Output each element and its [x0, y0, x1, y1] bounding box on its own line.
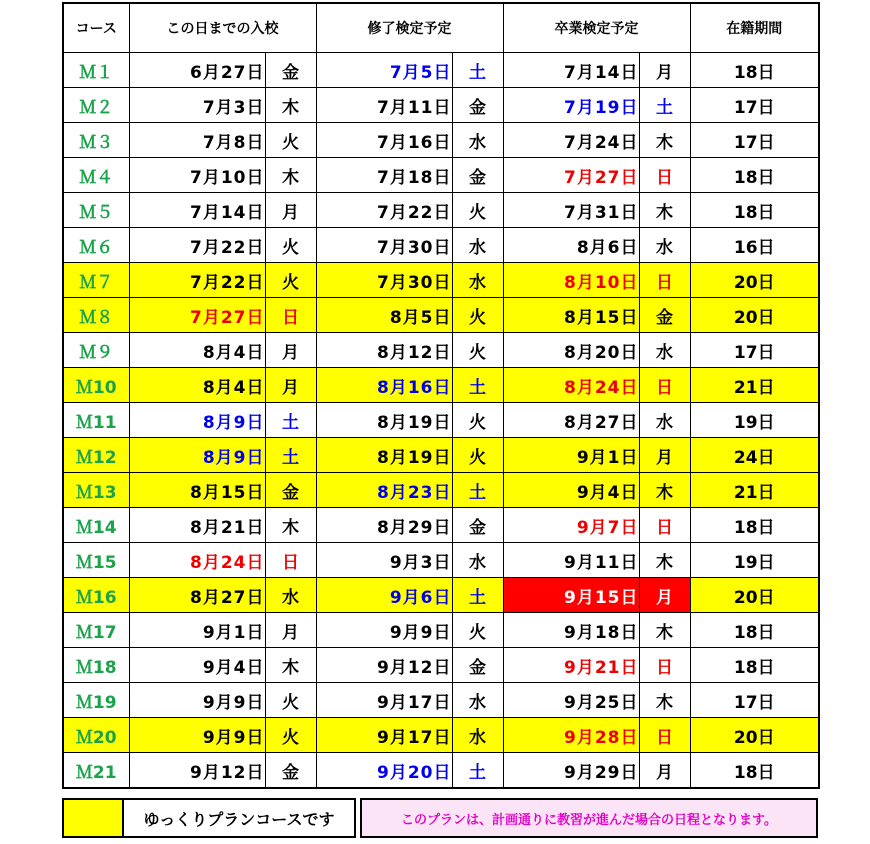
- entry-date-cell: 9月9日: [129, 718, 265, 753]
- legend-note: このプランは、計画通りに教習が進んだ場合の日程となります。: [360, 798, 818, 838]
- course-cell: Ｍ11: [63, 403, 129, 438]
- exam-weekday-cell: 水: [452, 263, 503, 298]
- course-cell: Ｍ９: [63, 333, 129, 368]
- exam-date-cell: 7月5日: [316, 53, 452, 88]
- exam-date-cell: 9月9日: [316, 613, 452, 648]
- duration-cell: 24日: [690, 438, 819, 473]
- grad-date-cell: 8月24日: [503, 368, 639, 403]
- duration-cell: 21日: [690, 473, 819, 508]
- exam-weekday-cell: 水: [452, 543, 503, 578]
- duration-cell: 20日: [690, 578, 819, 613]
- entry-weekday-cell: 木: [265, 508, 316, 543]
- exam-date-cell: 8月5日: [316, 298, 452, 333]
- entry-date-cell: 8月21日: [129, 508, 265, 543]
- course-cell: Ｍ４: [63, 158, 129, 193]
- entry-date-cell: 8月4日: [129, 333, 265, 368]
- grad-date-cell: 9月25日: [503, 683, 639, 718]
- exam-date-cell: 9月12日: [316, 648, 452, 683]
- grad-weekday-cell: 木: [639, 123, 690, 158]
- entry-date-cell: 8月24日: [129, 543, 265, 578]
- header-duration: 在籍期間: [690, 3, 819, 53]
- duration-cell: 18日: [690, 508, 819, 543]
- course-cell: Ｍ14: [63, 508, 129, 543]
- exam-weekday-cell: 土: [452, 473, 503, 508]
- course-cell: Ｍ10: [63, 368, 129, 403]
- exam-date-cell: 9月6日: [316, 578, 452, 613]
- grad-weekday-cell: 月: [639, 753, 690, 789]
- table-row: [63, 88, 819, 123]
- entry-date-cell: 7月8日: [129, 123, 265, 158]
- entry-date-cell: 7月10日: [129, 158, 265, 193]
- grad-date-cell: 9月21日: [503, 648, 639, 683]
- course-cell: Ｍ２: [63, 88, 129, 123]
- grad-weekday-cell: 金: [639, 298, 690, 333]
- table-row: [63, 543, 819, 578]
- table-row: [63, 753, 819, 789]
- course-cell: Ｍ13: [63, 473, 129, 508]
- course-cell: Ｍ６: [63, 228, 129, 263]
- entry-weekday-cell: 土: [265, 403, 316, 438]
- exam-weekday-cell: 金: [452, 508, 503, 543]
- schedule-table: [62, 2, 820, 789]
- exam-date-cell: 7月22日: [316, 193, 452, 228]
- grad-weekday-cell: 日: [639, 648, 690, 683]
- table-row: [63, 613, 819, 648]
- grad-date-cell: 9月29日: [503, 753, 639, 789]
- legend-swatch: [62, 798, 124, 838]
- grad-weekday-cell: 月: [639, 53, 690, 88]
- grad-date-cell: 9月11日: [503, 543, 639, 578]
- table-row: [63, 158, 819, 193]
- entry-date-cell: 9月4日: [129, 648, 265, 683]
- duration-cell: 17日: [690, 683, 819, 718]
- grad-weekday-cell: 日: [639, 508, 690, 543]
- exam-weekday-cell: 金: [452, 88, 503, 123]
- entry-date-cell: 6月27日: [129, 53, 265, 88]
- table-row: [63, 683, 819, 718]
- table-row: [63, 508, 819, 543]
- course-cell: Ｍ７: [63, 263, 129, 298]
- grad-weekday-cell: 日: [639, 158, 690, 193]
- table-row: [63, 578, 819, 613]
- exam-date-cell: 8月23日: [316, 473, 452, 508]
- exam-date-cell: 7月30日: [316, 263, 452, 298]
- exam-weekday-cell: 水: [452, 228, 503, 263]
- table-row: [63, 53, 819, 88]
- grad-date-cell: 7月24日: [503, 123, 639, 158]
- exam-weekday-cell: 金: [452, 158, 503, 193]
- grad-date-cell: 8月20日: [503, 333, 639, 368]
- exam-date-cell: 8月19日: [316, 403, 452, 438]
- grad-weekday-cell: 日: [639, 718, 690, 753]
- grad-weekday-cell: 木: [639, 613, 690, 648]
- grad-weekday-cell: 水: [639, 403, 690, 438]
- table-row: [63, 368, 819, 403]
- entry-weekday-cell: 木: [265, 88, 316, 123]
- entry-weekday-cell: 火: [265, 263, 316, 298]
- grad-weekday-cell: 木: [639, 543, 690, 578]
- duration-cell: 20日: [690, 718, 819, 753]
- entry-weekday-cell: 金: [265, 53, 316, 88]
- header-completion-exam: 修了検定予定: [316, 3, 503, 53]
- table-row: [63, 718, 819, 753]
- duration-cell: 21日: [690, 368, 819, 403]
- grad-date-cell: 8月15日: [503, 298, 639, 333]
- grad-weekday-cell: 月: [639, 438, 690, 473]
- entry-weekday-cell: 日: [265, 543, 316, 578]
- duration-cell: 19日: [690, 543, 819, 578]
- exam-weekday-cell: 土: [452, 53, 503, 88]
- exam-date-cell: 8月16日: [316, 368, 452, 403]
- exam-weekday-cell: 水: [452, 718, 503, 753]
- entry-weekday-cell: 水: [265, 578, 316, 613]
- duration-cell: 17日: [690, 123, 819, 158]
- grad-date-cell: 7月27日: [503, 158, 639, 193]
- exam-weekday-cell: 金: [452, 648, 503, 683]
- exam-date-cell: 8月12日: [316, 333, 452, 368]
- course-cell: Ｍ３: [63, 123, 129, 158]
- exam-date-cell: 7月16日: [316, 123, 452, 158]
- exam-weekday-cell: 火: [452, 613, 503, 648]
- duration-cell: 20日: [690, 298, 819, 333]
- course-cell: Ｍ17: [63, 613, 129, 648]
- exam-date-cell: 9月17日: [316, 683, 452, 718]
- table-row: [63, 333, 819, 368]
- table-row: [63, 263, 819, 298]
- course-cell: Ｍ18: [63, 648, 129, 683]
- duration-cell: 16日: [690, 228, 819, 263]
- header-course: コース: [63, 3, 129, 53]
- grad-date-cell: 9月18日: [503, 613, 639, 648]
- entry-weekday-cell: 月: [265, 333, 316, 368]
- exam-date-cell: 7月30日: [316, 228, 452, 263]
- course-cell: Ｍ１: [63, 53, 129, 88]
- grad-weekday-cell: 月: [639, 578, 690, 613]
- entry-weekday-cell: 火: [265, 718, 316, 753]
- exam-date-cell: 7月18日: [316, 158, 452, 193]
- header-entry: この日までの入校: [129, 3, 316, 53]
- entry-date-cell: 7月3日: [129, 88, 265, 123]
- exam-date-cell: 8月19日: [316, 438, 452, 473]
- course-cell: Ｍ12: [63, 438, 129, 473]
- exam-weekday-cell: 火: [452, 333, 503, 368]
- entry-weekday-cell: 木: [265, 648, 316, 683]
- grad-weekday-cell: 水: [639, 228, 690, 263]
- table-row: [63, 228, 819, 263]
- table-row: [63, 438, 819, 473]
- grad-weekday-cell: 木: [639, 473, 690, 508]
- grad-date-cell: 9月28日: [503, 718, 639, 753]
- entry-date-cell: 8月4日: [129, 368, 265, 403]
- grad-date-cell: 8月10日: [503, 263, 639, 298]
- entry-date-cell: 8月9日: [129, 403, 265, 438]
- duration-cell: 19日: [690, 403, 819, 438]
- entry-date-cell: 8月9日: [129, 438, 265, 473]
- entry-weekday-cell: 金: [265, 753, 316, 789]
- exam-weekday-cell: 水: [452, 123, 503, 158]
- course-cell: Ｍ20: [63, 718, 129, 753]
- entry-date-cell: 7月14日: [129, 193, 265, 228]
- legend: [62, 798, 818, 838]
- duration-cell: 18日: [690, 613, 819, 648]
- exam-date-cell: 9月20日: [316, 753, 452, 789]
- entry-weekday-cell: 火: [265, 123, 316, 158]
- entry-date-cell: 7月22日: [129, 228, 265, 263]
- duration-cell: 17日: [690, 333, 819, 368]
- exam-date-cell: 7月11日: [316, 88, 452, 123]
- entry-date-cell: 7月27日: [129, 298, 265, 333]
- course-cell: Ｍ21: [63, 753, 129, 789]
- exam-weekday-cell: 火: [452, 193, 503, 228]
- table-row: [63, 473, 819, 508]
- duration-cell: 20日: [690, 263, 819, 298]
- duration-cell: 18日: [690, 193, 819, 228]
- grad-weekday-cell: 水: [639, 333, 690, 368]
- duration-cell: 18日: [690, 753, 819, 789]
- grad-date-cell: 9月15日: [503, 578, 639, 613]
- exam-weekday-cell: 火: [452, 403, 503, 438]
- grad-date-cell: 7月14日: [503, 53, 639, 88]
- exam-weekday-cell: 土: [452, 753, 503, 789]
- entry-weekday-cell: 火: [265, 683, 316, 718]
- grad-date-cell: 9月4日: [503, 473, 639, 508]
- table-row: [63, 123, 819, 158]
- course-cell: Ｍ15: [63, 543, 129, 578]
- table-row: [63, 648, 819, 683]
- course-cell: Ｍ16: [63, 578, 129, 613]
- entry-date-cell: 8月15日: [129, 473, 265, 508]
- exam-weekday-cell: 火: [452, 298, 503, 333]
- exam-weekday-cell: 土: [452, 368, 503, 403]
- table-row: [63, 193, 819, 228]
- grad-weekday-cell: 土: [639, 88, 690, 123]
- grad-weekday-cell: 日: [639, 263, 690, 298]
- entry-weekday-cell: 木: [265, 158, 316, 193]
- grad-weekday-cell: 木: [639, 683, 690, 718]
- exam-date-cell: 8月29日: [316, 508, 452, 543]
- grad-date-cell: 9月1日: [503, 438, 639, 473]
- grad-date-cell: 7月19日: [503, 88, 639, 123]
- grad-date-cell: 8月27日: [503, 403, 639, 438]
- exam-weekday-cell: 土: [452, 578, 503, 613]
- exam-date-cell: 9月3日: [316, 543, 452, 578]
- entry-date-cell: 9月12日: [129, 753, 265, 789]
- grad-weekday-cell: 日: [639, 368, 690, 403]
- entry-date-cell: 8月27日: [129, 578, 265, 613]
- header-graduation-exam: 卒業検定予定: [503, 3, 690, 53]
- legend-label: ゆっくりプランコースです: [124, 798, 356, 838]
- grad-date-cell: 7月31日: [503, 193, 639, 228]
- exam-weekday-cell: 水: [452, 683, 503, 718]
- entry-weekday-cell: 月: [265, 193, 316, 228]
- table-row: [63, 403, 819, 438]
- header-row: [63, 3, 819, 53]
- entry-date-cell: 9月9日: [129, 683, 265, 718]
- grad-date-cell: 8月6日: [503, 228, 639, 263]
- duration-cell: 17日: [690, 88, 819, 123]
- exam-weekday-cell: 火: [452, 438, 503, 473]
- entry-weekday-cell: 金: [265, 473, 316, 508]
- entry-weekday-cell: 火: [265, 228, 316, 263]
- entry-date-cell: 9月1日: [129, 613, 265, 648]
- entry-weekday-cell: 土: [265, 438, 316, 473]
- duration-cell: 18日: [690, 648, 819, 683]
- course-cell: Ｍ５: [63, 193, 129, 228]
- table-row: [63, 298, 819, 333]
- entry-weekday-cell: 日: [265, 298, 316, 333]
- exam-date-cell: 9月17日: [316, 718, 452, 753]
- course-cell: Ｍ８: [63, 298, 129, 333]
- entry-date-cell: 7月22日: [129, 263, 265, 298]
- duration-cell: 18日: [690, 53, 819, 88]
- course-cell: Ｍ19: [63, 683, 129, 718]
- grad-date-cell: 9月7日: [503, 508, 639, 543]
- grad-weekday-cell: 木: [639, 193, 690, 228]
- entry-weekday-cell: 月: [265, 613, 316, 648]
- entry-weekday-cell: 月: [265, 368, 316, 403]
- duration-cell: 18日: [690, 158, 819, 193]
